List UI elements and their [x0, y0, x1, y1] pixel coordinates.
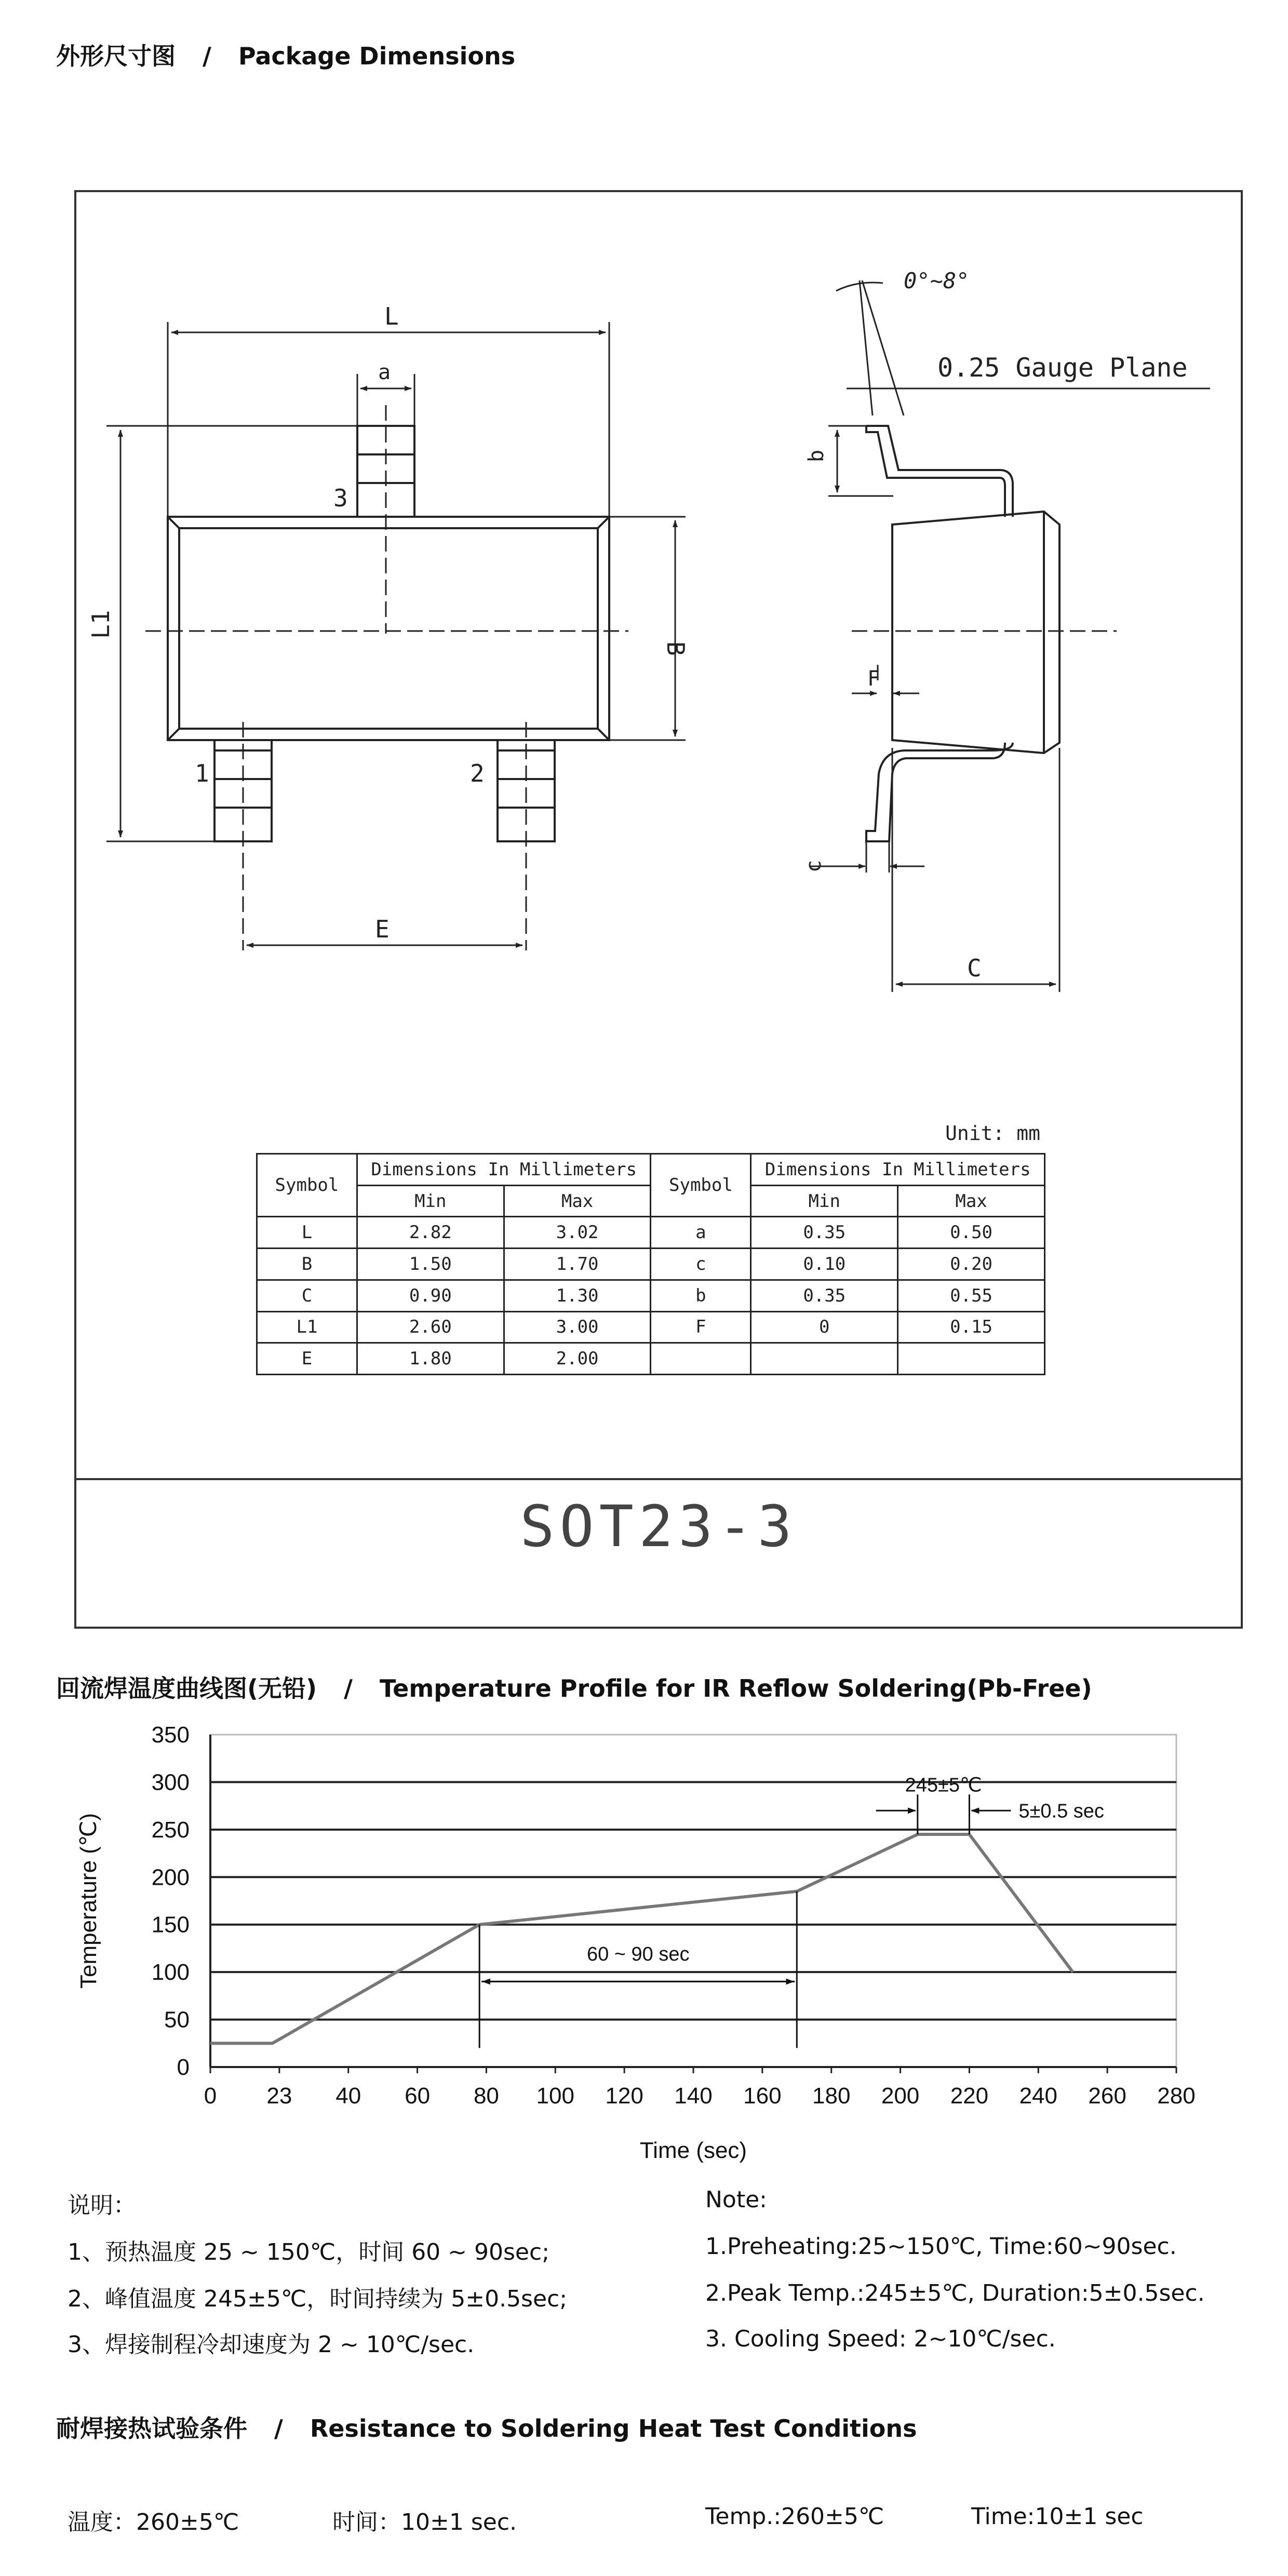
x-tick-label: 120 [605, 2083, 643, 2109]
dim-header-left: Dimensions In Millimeters [357, 1154, 651, 1186]
notes-cn-line-1: 1、预热温度 25 ~ 150℃，时间 60 ~ 90sec; [68, 2239, 550, 2265]
x-tick-label: 220 [950, 2083, 989, 2109]
title-separator: / [203, 42, 211, 70]
table-row [257, 1280, 1045, 1311]
title-en: Resistance to Soldering Heat Test Conditions [310, 2414, 917, 2443]
title-cn: 回流焊温度曲线图(无铅) [56, 1674, 317, 1702]
x-tick-label: 80 [473, 2083, 499, 2109]
label-angle: 0°~8° [904, 268, 970, 293]
title-cn: 外形尺寸图 [56, 42, 176, 70]
cell-symbol: C [257, 1280, 357, 1311]
label-F: F [867, 667, 880, 691]
label-pin3: 3 [333, 484, 348, 512]
side-view [866, 426, 1059, 841]
chart-series [210, 1834, 1073, 2043]
x-axis-label: Time (sec) [639, 2138, 747, 2163]
y-axis-label: Temperature (℃) [76, 1813, 101, 1989]
section-title-soldering-heat [56, 2410, 917, 2444]
x-tick-label: 160 [743, 2083, 782, 2109]
table-row [257, 1343, 1045, 1375]
dimension-table [256, 1153, 1045, 1375]
y-tick-label: 250 [151, 1817, 190, 1843]
notes-en-line-2: 2.Peak Temp.:245±5℃, Duration:5±0.5sec. [705, 2280, 1205, 2306]
peak-label: 245±5℃ [905, 1774, 982, 1796]
chart-annotations [479, 1775, 1104, 2048]
title-separator: / [344, 1674, 353, 1702]
symbol-header-right: Symbol [651, 1154, 751, 1217]
notes-en-line-3: 3. Cooling Speed: 2~10℃/sec. [705, 2326, 1056, 2352]
cell-max: 1.70 [504, 1249, 651, 1280]
cell-symbol: F [651, 1311, 751, 1343]
x-tick-label: 200 [881, 2083, 920, 2109]
y-tick-label: 350 [151, 1722, 190, 1748]
cell-max: 3.00 [504, 1311, 651, 1343]
cell-min: 0.90 [357, 1280, 504, 1311]
symbol-header-left: Symbol [257, 1154, 357, 1217]
cell-max: 0.15 [898, 1311, 1045, 1343]
condition-time-cn: 时间：10±1 sec. [332, 2509, 517, 2535]
label-B: B [662, 641, 690, 656]
cell-symbol: b [651, 1280, 751, 1311]
side-view-body [892, 512, 1059, 753]
x-tick-label: 180 [812, 2083, 851, 2109]
condition-temp-cn: 温度：260±5℃ [68, 2509, 239, 2535]
cell-max: 2.00 [504, 1343, 651, 1375]
dim-header-right: Dimensions In Millimeters [751, 1154, 1045, 1186]
cell-symbol: B [257, 1249, 357, 1280]
unit-label: Unit: mm [945, 1122, 1041, 1145]
y-tick-label: 50 [164, 2007, 190, 2033]
max-header-right: Max [898, 1185, 1045, 1217]
cell-symbol: L1 [257, 1311, 357, 1343]
cell-max: 0.20 [898, 1249, 1045, 1280]
cell-max: 0.50 [898, 1217, 1045, 1249]
cell-min: 0.10 [751, 1249, 898, 1280]
x-tick-label: 40 [336, 2083, 361, 2109]
table-row [257, 1249, 1045, 1280]
title-en: Temperature Profile for IR Reflow Soldering(Pb-Free) [379, 1674, 1092, 1702]
title-cn: 耐焊接热试验条件 [56, 2414, 247, 2443]
cell-min: 0 [751, 1311, 898, 1343]
top-view-inner [179, 528, 598, 729]
min-header-left: Min [357, 1185, 504, 1217]
y-tick-label: 200 [151, 1864, 190, 1890]
package-name: SOT23-3 [520, 1493, 797, 1560]
cell-max: 0.55 [898, 1280, 1045, 1311]
cell-min: 0.35 [751, 1280, 898, 1311]
condition-time-en: Time:10±1 sec [971, 2503, 1144, 2530]
cell-min [751, 1343, 898, 1375]
table-row [257, 1217, 1045, 1249]
label-c: c [802, 860, 826, 873]
label-E: E [375, 915, 390, 943]
label-L: L [384, 302, 399, 330]
reflow-profile-line [210, 1834, 1073, 2043]
label-pin1: 1 [195, 759, 209, 787]
x-tick-label: 240 [1019, 2083, 1057, 2109]
max-header-left: Max [504, 1185, 651, 1217]
label-gauge: 0.25 Gauge Plane [937, 353, 1188, 383]
x-tick-label: 280 [1157, 2083, 1196, 2109]
x-tick-label: 23 [266, 2083, 292, 2109]
y-tick-label: 300 [151, 1769, 190, 1795]
notes-cn-line-3: 3、焊接制程冷却速度为 2 ~ 10℃/sec. [68, 2331, 475, 2358]
cell-symbol: L [257, 1217, 357, 1249]
cell-min: 1.50 [357, 1249, 504, 1280]
label-L1: L1 [87, 610, 115, 639]
x-tick-label: 260 [1088, 2083, 1126, 2109]
y-tick-label: 100 [151, 1960, 190, 1985]
chart-axes [76, 1722, 1196, 2163]
cell-max [898, 1343, 1045, 1375]
x-tick-label: 60 [405, 2083, 431, 2109]
reflow-chart [0, 1703, 1288, 2171]
cell-min: 1.80 [357, 1343, 504, 1375]
notes-en-head: Note: [705, 2186, 767, 2213]
notes-en-line-1: 1.Preheating:25~150℃, Time:60~90sec. [705, 2233, 1177, 2260]
y-tick-label: 0 [177, 2055, 190, 2080]
condition-temp-en: Temp.:260±5℃ [705, 2503, 884, 2530]
x-tick-label: 0 [204, 2083, 217, 2109]
dwell-label: 5±0.5 sec [1018, 1800, 1104, 1822]
label-C: C [967, 954, 982, 982]
cell-min: 2.60 [357, 1311, 504, 1343]
label-b: b [804, 449, 828, 462]
table-row [257, 1311, 1045, 1343]
cell-max: 3.02 [504, 1217, 651, 1249]
title-en: Package Dimensions [238, 42, 516, 70]
x-tick-label: 140 [674, 2083, 713, 2109]
notes-cn-line-2: 2、峰值温度 245±5℃，时间持续为 5±0.5sec; [68, 2286, 568, 2312]
x-tick-label: 100 [536, 2083, 574, 2109]
cell-symbol [651, 1343, 751, 1375]
label-a: a [378, 360, 391, 384]
cell-min: 2.82 [357, 1217, 504, 1249]
cell-symbol: c [651, 1249, 751, 1280]
cell-symbol: E [257, 1343, 357, 1375]
title-separator: / [274, 2414, 283, 2443]
label-pin2: 2 [470, 759, 485, 787]
cell-symbol: a [651, 1217, 751, 1249]
cell-max: 1.30 [504, 1280, 651, 1311]
soak-label: 60 ~ 90 sec [586, 1943, 690, 1966]
cell-min: 0.35 [751, 1217, 898, 1249]
y-tick-label: 150 [151, 1912, 190, 1938]
notes-cn-head: 说明： [68, 2192, 136, 2219]
section-title-reflow [56, 1670, 1092, 1704]
top-view-body [168, 517, 609, 740]
min-header-right: Min [751, 1185, 898, 1217]
